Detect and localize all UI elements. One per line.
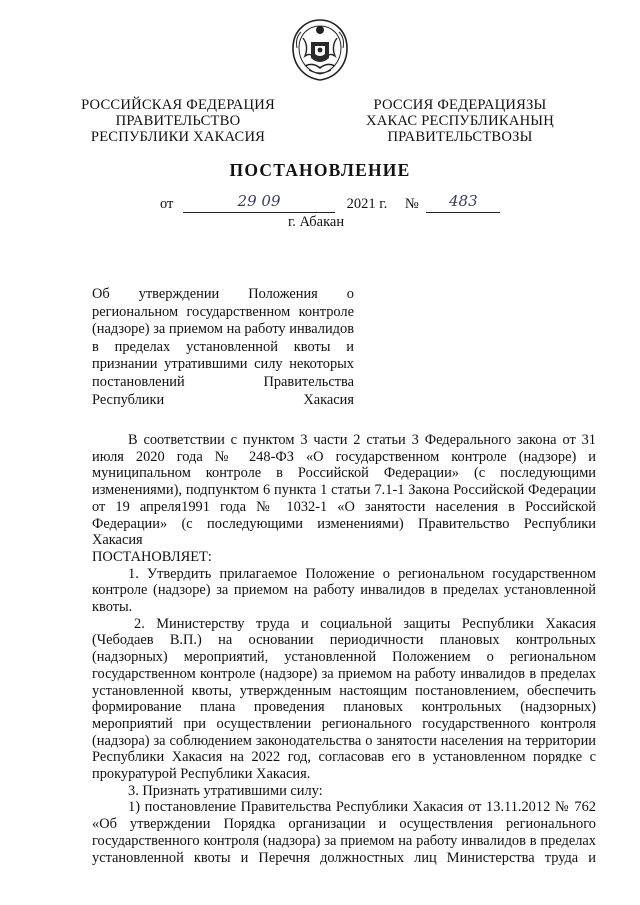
document-body <box>92 432 596 866</box>
preamble-paragraph: В соответствии с пунктом 3 части 2 статьи 3 Федерального закона от 31 июля 2020 года № 248-ФЗ «О государственном контроле (надзоре) и муниципальном контроле в Российской Федерации» (с последующими изменениями), подпунктом 6 пункта 1 статьи 7.1-1 Закона Российской Федерации от 19 апреля1991 года № 1032-1 «О занятости населения в Российской Федерации» (с последующими изменениями) Правительство Республики Хакасия <box>92 432 596 549</box>
issuer-russian <box>78 97 278 145</box>
city: г. Абакан <box>288 214 345 230</box>
date-field <box>183 192 335 213</box>
document-subject: Об утверждении Положения о региональном государственном контроле (надзоре) за приемом на работу инвалидов в пределах установленной квоты и признании утратившими силу некоторых постановлений Правительства Республики Хакасия <box>92 286 354 408</box>
number-field <box>426 192 500 213</box>
issuer-line: РОССИЯ ФЕДЕРАЦИЯЗЫ <box>373 97 547 113</box>
number-sign: № <box>404 196 419 212</box>
item-1: 1. Утвердить прилагаемое Положение о региональном государственном контроле (надзоре) за приемом на работу инвалидов в пределах установленной квоты. <box>92 565 596 616</box>
resolution-word: ПОСТАНОВЛЯЕТ: <box>92 548 212 565</box>
year-text: 2021 г. <box>346 196 388 212</box>
issuer-line: ПРАВИТЕЛЬСТВОЗЫ <box>387 129 533 145</box>
issuer-khakas <box>355 97 565 145</box>
issuer-line: РОССИЙСКАЯ ФЕДЕРАЦИЯ <box>81 97 275 113</box>
date-number-line <box>160 192 500 213</box>
document-title: ПОСТАНОВЛЕНИЕ <box>229 160 411 180</box>
item-2: 2. Министерству труда и социальной защиты Республики Хакасия (Чебодаев В.П.) на основании периодичности плановых контрольных (надзорных) мероприятий, установленной Положением о региональном государственном контроле (надзоре) за приемом на работу инвалидов в пределах установленной квоты, утвержденным настоящим постановлением, обеспечить формирование плана проведения плановых контрольных (надзорных) мероприятий при осуществлении регионального государственного контроля (надзора) за соблюдением законодательства о занятости населения на территории Республики Хакасия на 2022 год, согласовав его в установленном порядке с прокуратурой Республики Хакасия. <box>92 615 596 783</box>
date-prefix: от <box>160 196 174 212</box>
item-3: 3. Признать утратившими силу: <box>128 782 323 799</box>
handwritten-date: 29 09 <box>237 192 281 210</box>
coat-of-arms-emblem <box>289 18 351 82</box>
item-3-subitem-1: 1) постановление Правительства Республики Хакасия от 13.11.2012 № 762 «Об утверждении Порядка организации и осуществления регионального государственного контроля (надзора) за приемом на работу инвалидов в пределах установленной квоты и Перечня должностных лиц Министерства труда и <box>92 799 596 866</box>
issuer-line: ПРАВИТЕЛЬСТВО <box>115 113 241 129</box>
handwritten-number: 483 <box>448 192 478 210</box>
issuer-line: РЕСПУБЛИКИ ХАКАСИЯ <box>90 129 266 145</box>
issuer-line: ХАКАС РЕСПУБЛИКАНЫҢ <box>366 113 554 129</box>
